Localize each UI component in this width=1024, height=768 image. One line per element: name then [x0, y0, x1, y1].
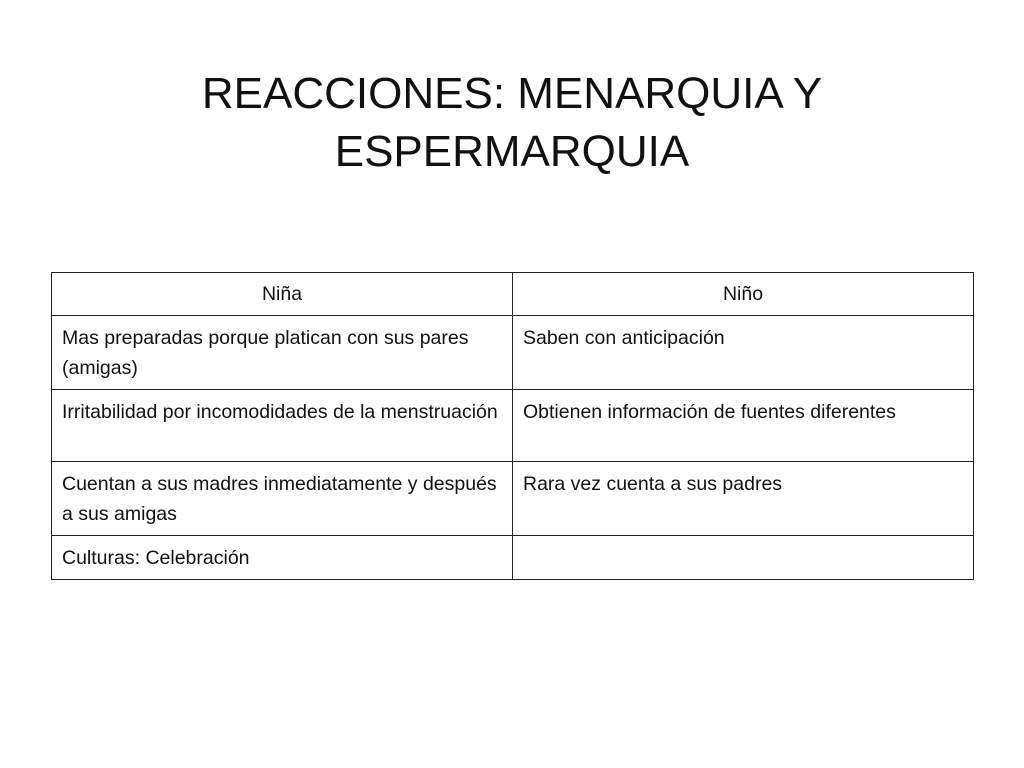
table-row — [52, 316, 974, 390]
table-cell: Obtienen información de fuentes diferentes — [513, 390, 974, 462]
table-header-row — [52, 273, 974, 316]
table-cell: Rara vez cuenta a sus padres — [513, 462, 974, 536]
table-cell: Mas preparadas porque platican con sus pares (amigas) — [52, 316, 513, 390]
comparison-table — [51, 272, 974, 580]
slide-title — [0, 65, 1024, 181]
table-row — [52, 390, 974, 462]
table-row — [52, 462, 974, 536]
table-cell: Saben con anticipación — [513, 316, 974, 390]
table-row — [52, 536, 974, 580]
table-cell: Culturas: Celebración — [52, 536, 513, 580]
header-cell-nino: Niño — [513, 273, 974, 316]
slide-title-line-2: ESPERMARQUIA — [334, 127, 690, 177]
slide-title-line-1: REACCIONES: MENARQUIA Y — [201, 69, 823, 119]
table-cell: Irritabilidad por incomodidades de la menstruación — [52, 390, 513, 462]
table-cell: Cuentan a sus madres inmediatamente y después a sus amigas — [52, 462, 513, 536]
header-cell-nina: Niña — [52, 273, 513, 316]
table-cell-empty — [513, 536, 974, 580]
